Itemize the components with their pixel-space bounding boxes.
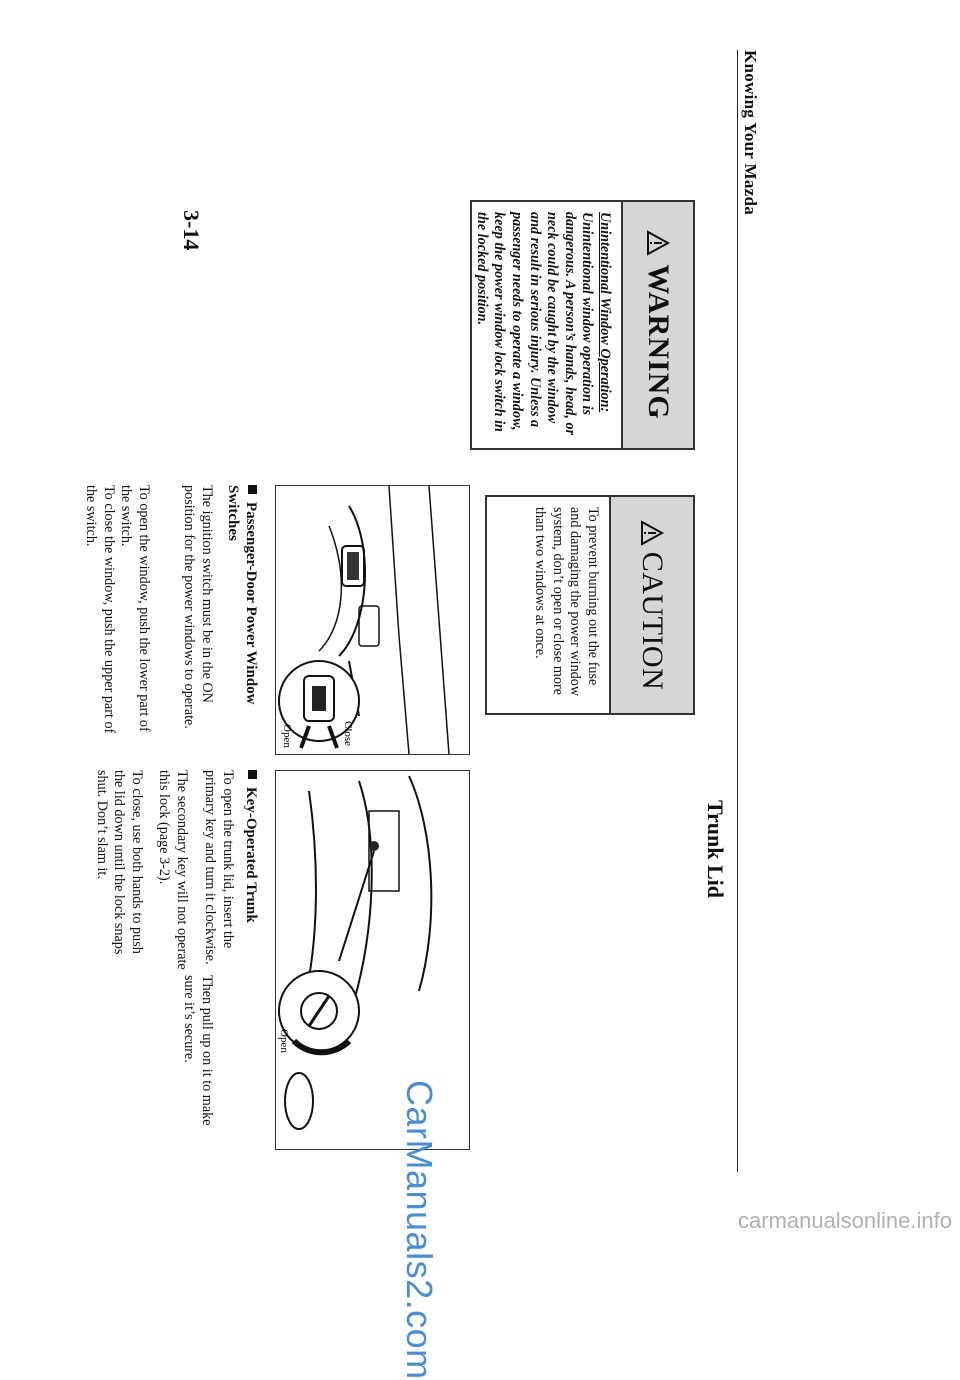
trunk-key-drawing: [276, 771, 469, 1149]
trunk-key-illustration: [275, 770, 470, 1150]
warning-text: [472, 202, 623, 448]
door-switch-illustration: [275, 485, 470, 755]
warning-body: Unintentional window operation is dangerous. A person’s hands, head, or neck could be caught by the window and result in serious injury. Unless a passenger needs to operate a window, keep the power window lock switch in the locked position.: [473, 212, 596, 436]
watermark-footer: carmanualsonline.info: [737, 1208, 952, 1233]
close-label: Close: [342, 721, 354, 747]
passenger-switches-heading: Passenger-Door Power Window Switches: [225, 485, 259, 705]
section-title: Trunk Lid: [703, 800, 728, 899]
bullet-square-icon: [248, 485, 257, 494]
trunk-p1: To open the trunk lid, insert the primary key and turn it clockwise.: [202, 770, 236, 965]
trunk-heading: Key-Operated Trunk: [242, 770, 260, 1150]
bullet-square-icon: [248, 770, 257, 779]
passenger-switches-p2: [82, 485, 152, 745]
passenger-switches-open-text: To open the window, push the lower part of the switch.: [118, 485, 152, 732]
passenger-switches-close-text: To close the window, push the upper part of the switch.: [83, 485, 117, 734]
caution-box: [485, 495, 695, 715]
open-label: Open: [281, 724, 293, 748]
open-label: Open: [278, 1029, 290, 1053]
running-header: Knowing Your Mazda: [741, 50, 760, 216]
trunk-p2: The secondary key will not operate this lock (page 3-2).: [156, 770, 190, 970]
watermark-main: CarManuals2.com: [399, 1080, 440, 1380]
warning-header: [623, 202, 693, 448]
warning-heading: Unintentional Window Operation:: [597, 212, 613, 413]
trunk-p4: Then pull up on it to make sure it’s secure.: [181, 975, 215, 1126]
caution-header: [611, 497, 693, 713]
warning-title: WARNING: [642, 264, 675, 420]
caution-triangle-icon: [640, 520, 664, 546]
page-number: 3-14: [179, 210, 204, 251]
door-switch-drawing: [276, 486, 469, 754]
caution-body: To prevent burning out the fuse and damaging the power window system, don’t open or close more than two windows at once.: [487, 497, 611, 713]
passenger-switches-p1: The ignition switch must be in the ON position for the power windows to operate.: [181, 485, 215, 729]
warning-box: [470, 200, 695, 450]
caution-title: CAUTION: [636, 551, 669, 691]
trunk-p3: To close, use both hands to push the lid down until the lock snaps shut. Don’t slam it.: [93, 770, 145, 955]
warning-triangle-icon: [646, 230, 670, 256]
header-rule: [737, 50, 738, 1172]
